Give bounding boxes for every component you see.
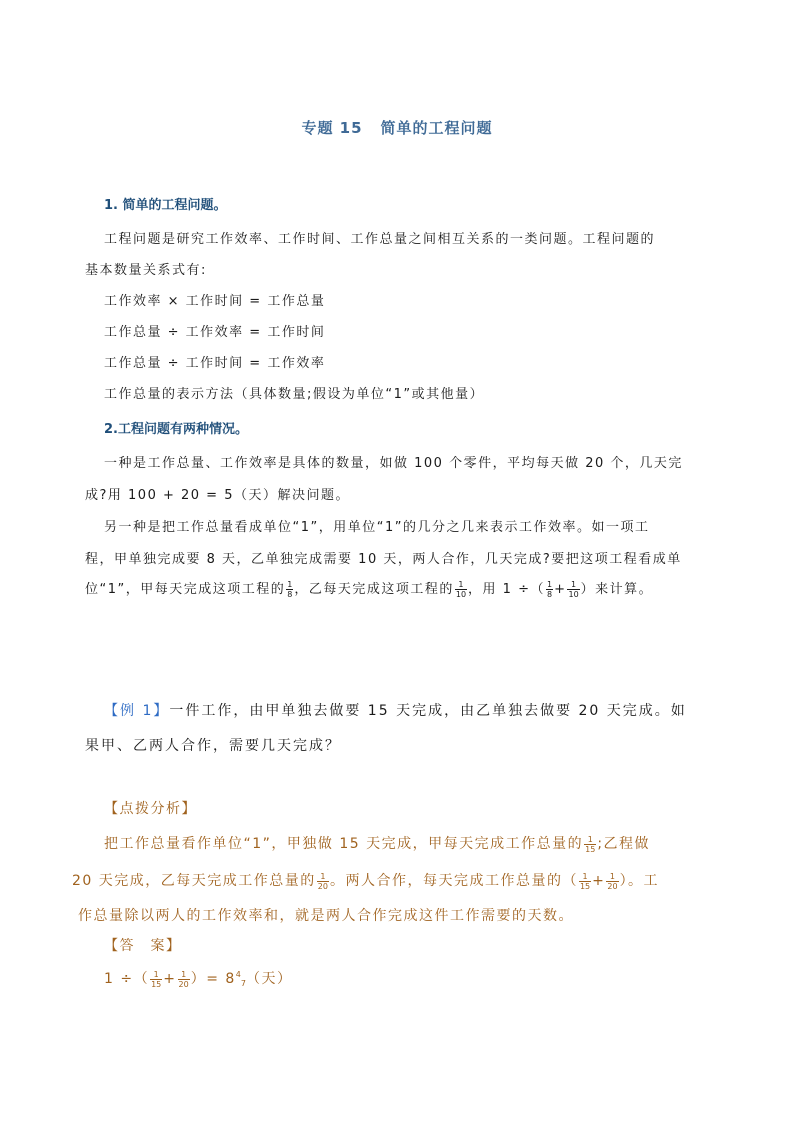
section2-heading: 2.工程问题有两种情况。 [104, 422, 248, 437]
analysis-line2: 20 天完成，乙每天完成工作总量的 $\frac{1}{20}$ 。两人合作，每天完成工作总量的（ $\frac{1}{15}$ + $\frac{1}{20}$ ）。工 [72, 871, 660, 891]
section2-para1-line1: 一种是工作总量、工作效率是具体的数量，如做 100 个零件，平均每天做 20 个，几天完 [104, 456, 683, 471]
answer-label: 【答 案】 [104, 938, 182, 954]
section2-para2-line2: 程，甲单独完成要 8 天，乙单独完成需要 10 天，两人合作，几天完成?要把这项工程看成单 [85, 552, 682, 567]
analysis-line1: 把工作总量看作单位“1”，甲独做 15 天完成，甲每天完成工作总量的 $\frac{1}{15}$ ;乙程做 [104, 834, 651, 854]
section1-intro-line1: 工程问题是研究工作效率、工作时间、工作总量之间相互关系的一类问题。工程问题的 [104, 232, 656, 247]
formula-2: 工作总量 ÷ 工作效率 = 工作时间 [104, 325, 326, 340]
fraction-one-twentieth: $\frac{1}{20}$ [317, 871, 328, 891]
fraction-one-eighth-2: $\frac{1}{8}$ [546, 580, 553, 599]
answer-expression: 1 ÷（ $\frac{1}{15}$ + $\frac{1}{20}$ ）= $8^4_7$（天） [104, 969, 293, 989]
page-title [0, 117, 794, 138]
example1-line1: 【例 1】一件工作，由甲单独去做要 15 天完成，由乙单独去做要 20 天完成。如 [104, 703, 687, 719]
fraction-one-fifteenth: $\frac{1}{15}$ [585, 834, 596, 854]
example1-line2: 果甲、乙两人合作，需要几天完成？ [85, 738, 341, 754]
formula-1: 工作效率 × 工作时间 = 工作总量 [104, 294, 326, 309]
fraction-one-tenth: $\frac{1}{10}$ [455, 580, 467, 599]
title-prefix: 专题 15 [301, 119, 363, 137]
analysis-label: 【点拨分析】 [104, 801, 197, 817]
section1-intro-line2: 基本数量关系式有: [85, 263, 207, 278]
formula-4: 工作总量的表示方法（具体数量;假设为单位“1”或其他量） [104, 387, 485, 402]
formula-3: 工作总量 ÷ 工作时间 = 工作效率 [104, 356, 326, 371]
answer-result-numerator: 4 [235, 970, 241, 979]
section2-para1-line2: 成?用 100 + 20 = 5（天）解决问题。 [85, 488, 350, 503]
answer-result-denominator: 7 [240, 979, 246, 988]
answer-fraction-one-fifteenth: $\frac{1}{15}$ [151, 969, 162, 989]
fraction-one-twentieth-2: $\frac{1}{20}$ [607, 871, 618, 891]
example1-label: 【例 1】 [104, 703, 170, 719]
fraction-one-tenth-2: $\frac{1}{10}$ [568, 580, 579, 599]
fraction-one-eighth: $\frac{1}{8}$ [287, 580, 293, 599]
fraction-one-fifteenth-2: $\frac{1}{15}$ [579, 871, 591, 891]
section2-para2-line1: 另一种是把工作总量看成单位“1”，用单位“1”的几分之几来表示工作效率。如一项工 [104, 520, 650, 535]
analysis-line3: 作总量除以两人的工作效率和，就是两人合作完成这件工作需要的天数。 [78, 908, 574, 924]
answer-fraction-one-twentieth: $\frac{1}{20}$ [178, 969, 189, 989]
section1-heading: 1. 简单的工程问题。 [104, 198, 227, 213]
title-main: 简单的工程问题 [380, 119, 493, 137]
section2-para2-line3: 位“1”，甲每天完成这项工程的 $\frac{1}{8}$ ，乙每天完成这项工程的 $\frac{1}{10}$ ，用 1 ÷（ $\frac{1}{8}$ + $\frac{1}{10}$ ）来计算。 [85, 580, 654, 599]
